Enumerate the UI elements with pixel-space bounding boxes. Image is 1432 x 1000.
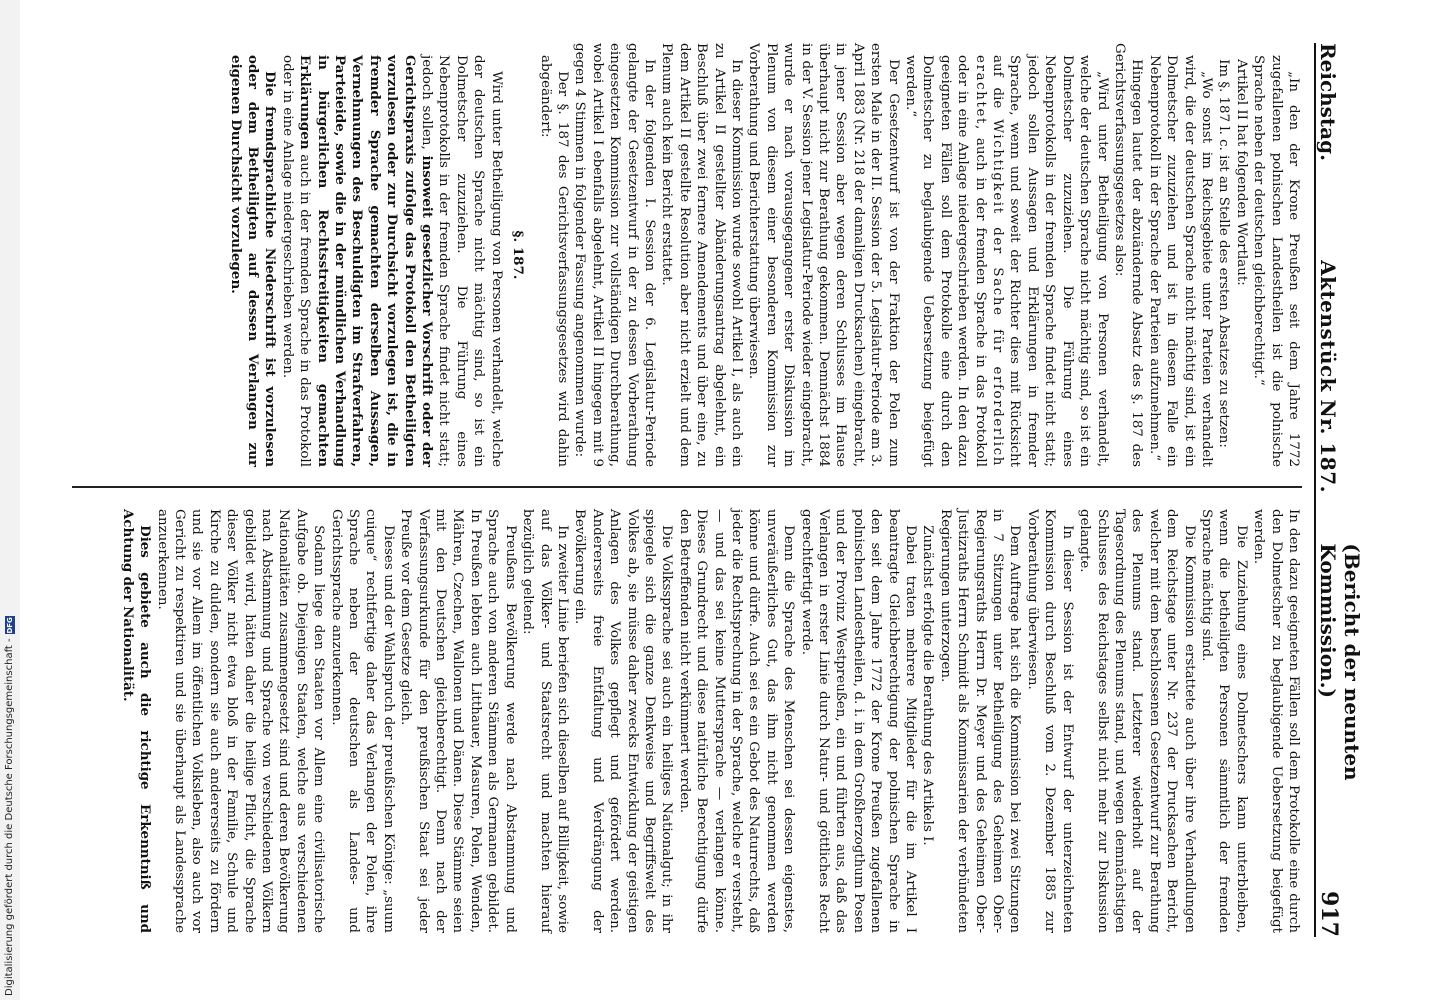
paragraph: Der Gesetzentwurf ist von der Fraktion der Polen zum ersten Male in der II. Session der 5. Legislatur-Periode am 3. April 1883 (Nr. 218 der damaligen Drucksachen) eingebracht, in jener Session aber wegen deren Schlusses im Hause überhaupt nicht zur Berathung gekommen. Demnächst 1884 in der V. Session jener Legislatur-Periode wieder eingebracht, wurde er nach vorausgegangener erster Diskussion im Plenum von diesem einer besonderen Kommission zur Vorberathung und Berichterstattung überwiesen. — [746, 43, 901, 467]
paragraph: Der §. 187 des Gerichtsverfassungsgesetzes wird dahin abgeändert: — [537, 55, 570, 467]
text-run: auch in der fremden Sprache in das Protokoll oder in eine Anlage niedergeschrieben werden. In den dazu geeigneten Fällen soll dem Protokolle eine durch den Dolmetscher zu beglaubigende Uebersetzung beigefügt werden.“ — [903, 55, 988, 467]
paragraph: Sodann liege den Staaten vor Allem eine civilisatorische Aufgabe ob. Diejenigen Staaten, welche aus verschiedenen Nationalitäten zusammengesetzt sind und deren Bevölkerung nach Abstammung und Sprache von verschiedenen Völkern gebildet wird, hätten daher die heilige Pflicht, die Sprache dieser Völker nicht etwa bloß in der Familie, Schule und Kirche zu dulden, sondern sie auch andererseits zu fördern und sie vor Allem im öffentlichen Volksleben, also auch vor Gericht zu respektiren und sie überhaupt als Landessprache anzuerkennen. — [154, 509, 327, 933]
text-run: „Wird unter Betheiligung von Personen verhandelt, welche der deutschen Sprache nicht mächtig sind, so ist ein Dolmetscher zuzuziehen. Die Führung eines Nebenprotokolls in der fremden Sprache findet nicht statt; jedoch sollen Aussagen und Erklärungen in fremder Sprache, wenn und soweit der Richter dies mit Rücksicht auf die — [990, 55, 1110, 467]
right-column — [118, 509, 1302, 933]
paragraph: Die Zuziehung eines Dolmetschers kann unterbleiben, wenn die betheiligten Personen sämmtlich der fremden Sprache mächtig sind. — [1198, 509, 1249, 933]
emphasis-text: Wichtigkeit der Sache für erforderlich erachtet, — [972, 55, 1006, 467]
paragraph — [902, 55, 1111, 467]
paragraph: „In den der Krone Preußen seit dem Jahre 1772 zugefallenen polnischen Landestheilen ist die polnische Sprache neben der deutschen gleichberechtigt.“ — [1251, 55, 1301, 467]
paragraph: In der folgenden I. Session der 6. Legislatur-Periode gelangte der Gesetzentwurf in der zu dessen Vorberathung eingesetzten Kommission zur vollständigen Durchberathung, wobei Artikel I ebenfalls abgelehnt, Artikel II hingegen mit 9 gegen 4 Stimmen in folgender Fassung angenommen wurde: — [572, 43, 657, 467]
paragraph: Artikel II hat folgenden Wortlaut: — [1233, 59, 1249, 286]
document-page — [0, 15, 1364, 965]
paragraph: Im §. 187 l. c. ist an Stelle des ersten Absatzes zu setzen: — [1216, 59, 1232, 448]
paragraph: In zweiter Linie beriefen sich dieselben auf Billigkeit, sowie auf das Völker- und Staatsrecht und machten hierauf bezüglich geltend: — [520, 509, 570, 933]
header-left: Reichstag. — [1316, 43, 1340, 162]
header-title: Aktenstück Nr. 187. — [1316, 260, 1340, 494]
paragraph: In den dazu geeigneten Fällen soll dem Protokolle eine durch den Dolmetscher zu beglaubigende Uebersetzung beigefügt werden. — [1251, 509, 1301, 933]
paragraph: Die fremdsprachliche Niederschrift ist vorzulesen oder dem Betheiligten auf dessen Verlangen zur eigenen Durchsicht vorzulegen. — [227, 55, 279, 467]
paragraph: Die Volkssprache sei auch ein heiliges Nationalgut; in ihr spiegele sich die ganze Denkweise und Begriffswelt des Volkes ab, sie müsse daher zwecks Entwicklung der geistigen Anlagen des Volkes gepflegt und gefördert werden. Andererseits freie Entfaltung und Verdrängung der Bevölkerung ein. — [572, 509, 675, 933]
section-heading: §. 187. — [510, 230, 527, 280]
column-divider — [72, 486, 1302, 488]
bold-text: insoweit gesetzlicher Vorschrift oder der Gerichtspraxis zufolge das Protokoll den Betheiligten vorzulesen oder zur Durchsicht vorzulegen ist, die in fremder Sprache gemachten derselben Aussagen, Vernehmungen des Beschuldigten im Strafverfahren, Parteieide, sowie die in der mündlichen Verhandlung in bürgerlichen Rechtsstreitigkeiten gemachten Erklärungen — [297, 55, 436, 467]
paragraph: „Wo sonst im Reichsgebiete unter Parteien verhandelt wird, die der deutschen Sprache nicht mächtig sind, ist ein Dolmetscher zuzuziehen und ist in diesem Falle ein Nebenprotokoll in der Sprache der Parteien aufzunehmen.“ — [1146, 55, 1214, 467]
paragraph — [118, 509, 153, 933]
text-run: auch in der fremden Sprache in das Protokoll oder in eine Anlage niedergeschrieben werden. — [279, 55, 313, 467]
page-number: 917 — [1316, 891, 1342, 937]
paragraph: Zunächst erfolgte die Berathung des Artikels I. — [920, 525, 936, 846]
left-column — [226, 43, 1302, 467]
paragraph: In dieser Session ist der Entwurf der unterzeichneten Kommission durch Beschluß vom 2. Dezember 1885 zur Vorberathung überwiesen. — [1024, 509, 1075, 933]
bold-text: der Nationalität. — [119, 576, 136, 702]
paragraph: Preußens Bevölkerung werde nach Abstammung und Sprache auch von anderen Stämmen als Germanen gebildet. In Preußen lebten auch Litthauer, Masuren, Polen, Wenden, Mähren, Czechen, Wallonen und Dänen. Diese Stämme seien mit den Deutschen gleichberechtigt. Denn nach der Verfassungsurkunde für den preußischen Staat sei jeder Preuße vor dem Gesetze gleich. — [398, 509, 518, 933]
bold-text: Dies gebiete auch die richtige Erkenntniß und Achtung — [119, 509, 154, 933]
paragraph: Dem Auftrage hat sich die Kommission bei zwei Sitzungen in 7 Sitzungen unter Betheiligung des Geheimen Ober-Regierungsraths Herrn Dr. Meyer und des Geheimen Ober-Justizraths Herrn Schmidt als Kommissarien der verbündeten Regierungen unterzogen. — [937, 509, 1023, 933]
page-header — [1314, 43, 1364, 937]
paragraph: Dieses und der Wahlspruch der preußischen Könige: „suum cuique“ rechtfertige daher das Verlangen der Polen, ihre Sprache neben der deutschen als Landes- und Gerichtssprache anzuerkennen. — [328, 509, 396, 933]
paragraph: Die Kommission erstattete auch über ihre Verhandlungen dem Reichstage unter Nr. 237 der Drucksachen Bericht, welcher mit dem beschlossenen Gesetzentwurf zur Berathung des Plenums stand. Letzterer wiederholt auf der Tagesordnung des Plenums stand, und wegen demnächstigen Schlusses des Reichstages selbst nicht mehr zur Diskussion gelangte. — [1077, 509, 1197, 933]
paragraph: Hingegen lautet der abzuändernde Absatz des §. 187 des Gerichtsverfassungsgesetzes also: — [1111, 43, 1145, 467]
paragraph — [278, 55, 504, 467]
digitization-credit-text: Digitalisierung gefördert durch die Deutsche Forschungsgemeinschaft - — [4, 638, 15, 996]
dfg-logo-icon: DFG — [5, 617, 14, 634]
paragraph: In dieser Kommission wurde sowohl Artikel I, als auch ein zu Artikel II gestellter Abänderungsantrag abgelehnt, ein Beschluß über zwei fernere Amendements und über eine, zu dem Artikel II gestellte Resolution aber nicht erzielt und dem Plenum auch kein Bericht erstattet. — [659, 43, 744, 467]
paragraph: Denn die Sprache des Menschen sei dessen eigenstes, unveräußerliches Gut, das ihm nicht genommen werden könne und dürfe. Auch sei es ein Gebot des Naturrechts, daß jeder die Rechtsprechung in der Sprache, welche er versteht, — und das sei keine Muttersprache — verlangen könne. Dieses Grundrecht und diese natürliche Berechtigung dürfe den Betreffenden nicht verkümmert werden. — [676, 509, 797, 933]
text-run: Wird unter Betheiligung von Personen verhandelt, welche der deutschen Sprache nicht mächtig sind, so ist ein Dolmetscher zuzuziehen. Die Führung eines Nebenprotokolls in der fremden Sprache findet nicht statt; jedoch sollen, — [419, 55, 504, 467]
header-subtitle: (Bericht der neunten Kommission.) — [1316, 543, 1364, 781]
paragraph: Dabei traten mehrere Mitglieder für die im Artikel I beantragte Gleichberechtigung der polnischen Sprache in den seit dem Jahre 1772 der Krone Preußen zugefallenen polnischen Landestheilen, d. i. in dem Großherzogthum Posen und der Provinz Westpreußen, ein und führten aus, daß das Verlangen in erster Linie durch Natur- und göttliches Recht gerechtfertigt werde. — [798, 509, 919, 933]
